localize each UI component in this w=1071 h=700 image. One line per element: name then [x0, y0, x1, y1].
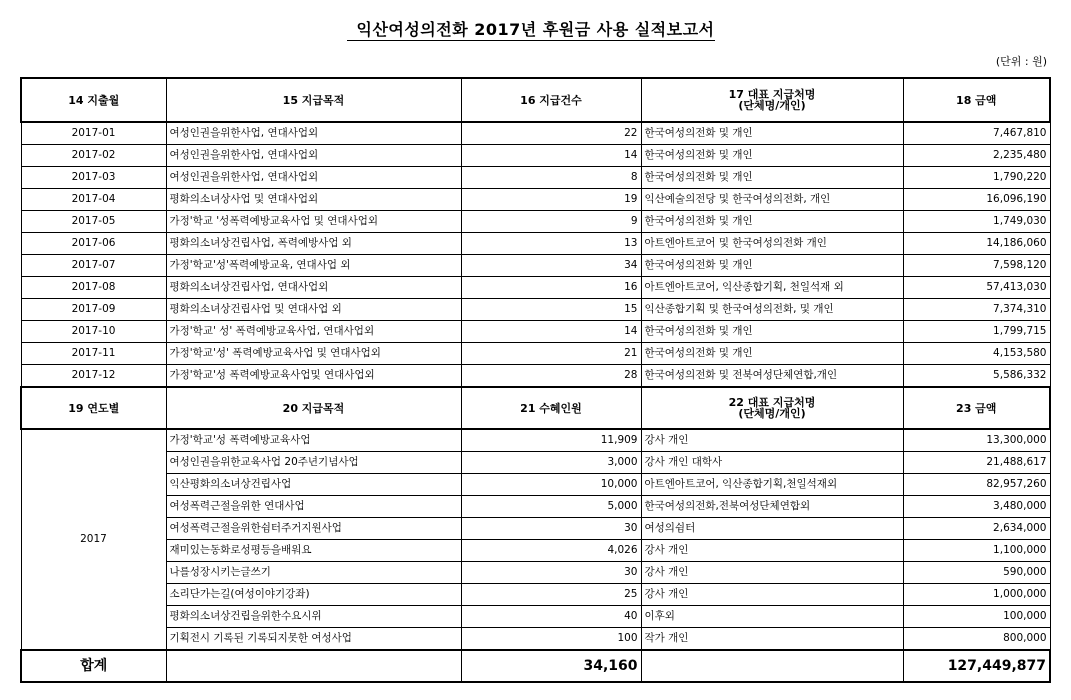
yearly-row — [21, 540, 1050, 562]
count-cell: 15 — [461, 299, 641, 321]
year-cell: 2017 — [21, 429, 166, 650]
month-cell: 2017-08 — [21, 277, 166, 299]
purpose-cell: 여성인권을위한사업, 연대사업외 — [166, 167, 461, 189]
total-empty-2 — [641, 650, 903, 682]
purpose-cell: 평화의소녀상건립사업 및 연대사업 외 — [166, 299, 461, 321]
month-cell: 2017-04 — [21, 189, 166, 211]
payee-cell: 한국여성의전화 및 개인 — [641, 255, 903, 277]
purpose-cell: 여성인권을위한사업, 연대사업외 — [166, 145, 461, 167]
monthly-row — [21, 343, 1050, 365]
month-cell: 2017-06 — [21, 233, 166, 255]
monthly-row — [21, 277, 1050, 299]
amount-cell: 7,598,120 — [903, 255, 1050, 277]
monthly-row — [21, 299, 1050, 321]
count-cell: 21 — [461, 343, 641, 365]
total-people: 34,160 — [461, 650, 641, 682]
payee-cell: 아트엔아트코어, 익산종합기획,천일석재외 — [641, 474, 903, 496]
header-payee — [641, 78, 903, 122]
payee-cell: 이후외 — [641, 606, 903, 628]
people-cell: 4,026 — [461, 540, 641, 562]
monthly-row — [21, 233, 1050, 255]
amount-cell: 3,480,000 — [903, 496, 1050, 518]
purpose-cell: 평화의소녀상건립을위한수요시위 — [166, 606, 461, 628]
amount-cell: 1,100,000 — [903, 540, 1050, 562]
month-cell: 2017-05 — [21, 211, 166, 233]
payee-cell: 한국여성의전화 및 개인 — [641, 321, 903, 343]
amount-cell: 1,000,000 — [903, 584, 1050, 606]
amount-cell: 1,790,220 — [903, 167, 1050, 189]
monthly-row — [21, 365, 1050, 388]
amount-cell: 21,488,617 — [903, 452, 1050, 474]
payee-cell: 강사 개인 — [641, 540, 903, 562]
monthly-row — [21, 189, 1050, 211]
payee-cell: 한국여성의전화,전북여성단체연합외 — [641, 496, 903, 518]
payee-cell: 강사 개인 대학사 — [641, 452, 903, 474]
payee-cell: 익산예술의전당 및 한국여성의전화, 개인 — [641, 189, 903, 211]
count-cell: 16 — [461, 277, 641, 299]
purpose-cell: 여성인권을위한교육사업 20주년기념사업 — [166, 452, 461, 474]
amount-cell: 57,413,030 — [903, 277, 1050, 299]
purpose-cell: 평화의소녀상건립사업, 폭력예방사업 외 — [166, 233, 461, 255]
count-cell: 19 — [461, 189, 641, 211]
payee-cell: 한국여성의전화 및 개인 — [641, 167, 903, 189]
purpose-cell: 가정'학교'성 폭력예방교육사업및 연대사업외 — [166, 365, 461, 388]
header-count: 16 지급건수 — [461, 78, 641, 122]
month-cell: 2017-11 — [21, 343, 166, 365]
purpose-cell: 가정'학교'성 폭력예방교육사업 — [166, 429, 461, 452]
header-amount-2: 23 금액 — [903, 387, 1050, 429]
purpose-cell: 가정'학교 '성폭력예방교육사업 및 연대사업외 — [166, 211, 461, 233]
count-cell: 8 — [461, 167, 641, 189]
purpose-cell: 여성폭력근절을위한 연대사업 — [166, 496, 461, 518]
payee-cell: 강사 개인 — [641, 584, 903, 606]
amount-cell: 100,000 — [903, 606, 1050, 628]
count-cell: 14 — [461, 145, 641, 167]
yearly-row — [21, 496, 1050, 518]
count-cell: 28 — [461, 365, 641, 388]
header-purpose: 15 지급목적 — [166, 78, 461, 122]
total-label: 합계 — [21, 650, 166, 682]
header-purpose-2: 20 지급목적 — [166, 387, 461, 429]
monthly-row — [21, 255, 1050, 277]
people-cell: 30 — [461, 518, 641, 540]
header-payee-2 — [641, 387, 903, 429]
people-cell: 5,000 — [461, 496, 641, 518]
month-cell: 2017-07 — [21, 255, 166, 277]
payee-cell: 작가 개인 — [641, 628, 903, 651]
people-cell: 40 — [461, 606, 641, 628]
monthly-row — [21, 167, 1050, 189]
report-title: 익산여성의전화 2017년 후원금 사용 실적보고서 — [356, 20, 715, 39]
yearly-row — [21, 562, 1050, 584]
header-payee-2-line2: (단체명/개인) — [738, 407, 806, 420]
yearly-row — [21, 474, 1050, 496]
amount-cell: 2,235,480 — [903, 145, 1050, 167]
payee-cell: 아트엔아트코어 및 한국여성의전화 개인 — [641, 233, 903, 255]
amount-cell: 14,186,060 — [903, 233, 1050, 255]
purpose-cell: 평화의소녀상건립사업, 연대사업외 — [166, 277, 461, 299]
amount-cell: 2,634,000 — [903, 518, 1050, 540]
month-cell: 2017-02 — [21, 145, 166, 167]
purpose-cell: 소리단가는길(여성이야기강좌) — [166, 584, 461, 606]
total-amount: 127,449,877 — [903, 650, 1050, 682]
count-cell: 14 — [461, 321, 641, 343]
header-month: 14 지출월 — [21, 78, 166, 122]
amount-cell: 16,096,190 — [903, 189, 1050, 211]
yearly-header-row — [21, 387, 1050, 429]
purpose-cell: 가정'학교'성'폭력예방교육, 연대사업 외 — [166, 255, 461, 277]
yearly-row — [21, 518, 1050, 540]
header-year: 19 연도별 — [21, 387, 166, 429]
amount-cell: 4,153,580 — [903, 343, 1050, 365]
people-cell: 10,000 — [461, 474, 641, 496]
purpose-cell: 가정'학교' 성' 폭력예방교육사업, 연대사업외 — [166, 321, 461, 343]
count-cell: 9 — [461, 211, 641, 233]
payee-cell: 한국여성의전화 및 개인 — [641, 145, 903, 167]
payee-cell: 강사 개인 — [641, 562, 903, 584]
payee-cell: 아트엔아트코어, 익산종합기획, 천일석재 외 — [641, 277, 903, 299]
month-cell: 2017-12 — [21, 365, 166, 388]
people-cell: 25 — [461, 584, 641, 606]
payee-cell: 익산종합기획 및 한국여성의전화, 및 개인 — [641, 299, 903, 321]
payee-cell: 한국여성의전화 및 개인 — [641, 122, 903, 145]
header-payee-2-line1: 22 대표 지급처명 — [728, 396, 816, 409]
amount-cell: 7,374,310 — [903, 299, 1050, 321]
month-cell: 2017-09 — [21, 299, 166, 321]
title-underline — [347, 40, 715, 41]
purpose-cell: 여성인권을위한사업, 연대사업외 — [166, 122, 461, 145]
monthly-header-row — [21, 78, 1050, 122]
total-row — [21, 650, 1050, 682]
month-cell: 2017-01 — [21, 122, 166, 145]
header-amount: 18 금액 — [903, 78, 1050, 122]
month-cell: 2017-10 — [21, 321, 166, 343]
amount-cell: 82,957,260 — [903, 474, 1050, 496]
count-cell: 22 — [461, 122, 641, 145]
total-empty — [166, 650, 461, 682]
amount-cell: 7,467,810 — [903, 122, 1050, 145]
amount-cell: 800,000 — [903, 628, 1050, 651]
purpose-cell: 나를성장시키는글쓰기 — [166, 562, 461, 584]
purpose-cell: 여성폭력근절을위한쉼터주거지원사업 — [166, 518, 461, 540]
people-cell: 30 — [461, 562, 641, 584]
amount-cell: 1,799,715 — [903, 321, 1050, 343]
purpose-cell: 재미있는동화로성평등을배워요 — [166, 540, 461, 562]
purpose-cell: 익산평화의소녀상건립사업 — [166, 474, 461, 496]
people-cell: 100 — [461, 628, 641, 651]
amount-cell: 1,749,030 — [903, 211, 1050, 233]
monthly-row — [21, 145, 1050, 167]
purpose-cell: 가정'학교'성' 폭력예방교육사업 및 연대사업외 — [166, 343, 461, 365]
yearly-row — [21, 452, 1050, 474]
header-payee-line1: 17 대표 지급처명 — [728, 88, 816, 101]
header-people: 21 수혜인원 — [461, 387, 641, 429]
amount-cell: 590,000 — [903, 562, 1050, 584]
payee-cell: 여성의쉼터 — [641, 518, 903, 540]
payee-cell: 한국여성의전화 및 개인 — [641, 343, 903, 365]
payee-cell: 강사 개인 — [641, 429, 903, 452]
people-cell: 3,000 — [461, 452, 641, 474]
yearly-row — [21, 429, 1050, 452]
payee-cell: 한국여성의전화 및 개인 — [641, 211, 903, 233]
yearly-row — [21, 606, 1050, 628]
yearly-row — [21, 584, 1050, 606]
count-cell: 34 — [461, 255, 641, 277]
purpose-cell: 기획전시 기록된 기록되지못한 여성사업 — [166, 628, 461, 651]
unit-label: (단위 : 원) — [995, 55, 1047, 68]
amount-cell: 5,586,332 — [903, 365, 1050, 388]
report-table — [20, 77, 1051, 683]
yearly-row — [21, 628, 1050, 651]
count-cell: 13 — [461, 233, 641, 255]
monthly-row — [21, 321, 1050, 343]
month-cell: 2017-03 — [21, 167, 166, 189]
amount-cell: 13,300,000 — [903, 429, 1050, 452]
people-cell: 11,909 — [461, 429, 641, 452]
payee-cell: 한국여성의전화 및 전북여성단체연합,개인 — [641, 365, 903, 388]
monthly-row — [21, 122, 1050, 145]
header-payee-line2: (단체명/개인) — [738, 99, 806, 112]
monthly-row — [21, 211, 1050, 233]
purpose-cell: 평화의소녀상사업 및 연대사업외 — [166, 189, 461, 211]
